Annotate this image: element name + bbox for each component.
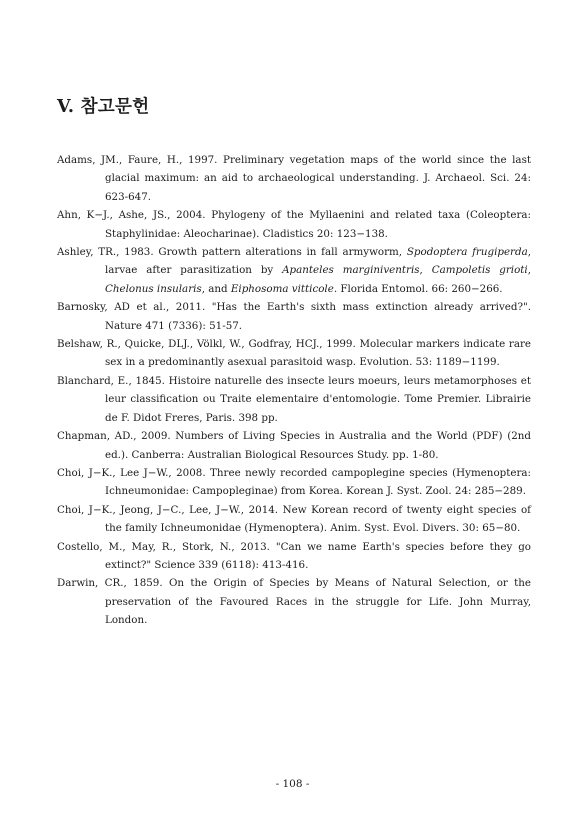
reference-text: , and [201,282,231,295]
reference-text: Costello, M., May, R., Stork, N., 2013. "Can we name Earth's species before they go extinct?" Science 339 (6118): 413-416. [57,540,531,571]
reference-costello [57,538,531,575]
reference-text: Choi, J−K., Lee J−W., 2008. Three newly recorded campoplegine species (Hymenoptera: Ichneumonidae: Campopleginae) from Korea. Korean J. Syst. Zool. 24: 285−289. [57,466,531,498]
reference-blanchard [57,372,531,427]
reference-text: Blanchard, E., 1845. Histoire naturelle des insecte leurs moeurs, leurs metamorphoses et leur classification ou Traite elementaire d'entomologie. Tome Premier. Librairie de F. Didot Freres, Paris. 398 pp. [57,374,531,424]
reference-adams [57,151,531,206]
reference-text: Darwin, CR., 1859. On the Origin of Species by Means of Natural Selection, or the preservation of the Favoured Races in the struggle for Life. John Murray, London. [57,577,531,627]
reference-choi-2014 [57,501,531,538]
species-name: Spodoptera frugiperda [406,246,528,259]
reference-choi-2008 [57,464,531,501]
reference-text: Ashley, TR., 1983. Growth pattern alterations in fall armyworm, [57,246,407,259]
reference-list [57,151,531,630]
reference-text: , [419,264,432,277]
page-number: - 108 - [275,778,310,790]
reference-text: Adams, JM., Faure, H., 1997. Preliminary vegetation maps of the world since the last glacial maximum: an aid to archaeological understanding. J. Archaeol. Sci. 24: 623-647. [57,154,531,203]
species-name: Chelonus insularis [105,282,202,295]
species-name: Eiphosoma vitticole [230,282,334,295]
reference-ashley [57,243,531,298]
reference-darwin [57,574,531,629]
reference-text: Choi, J−K., Jeong, J−C., Lee, J−W., 2014. New Korean record of twenty eight species of the family Ichneumonidae (Hymenoptera). Anim. Syst. Evol. Divers. 30: 65−80. [57,503,531,535]
species-name: Campoletis grioti [431,264,528,277]
species-name: Apanteles marginiventris [282,264,420,277]
reference-text: . Florida Entomol. 66: 260−266. [333,282,503,295]
reference-belshaw [57,335,531,372]
reference-text: , [527,264,532,277]
reference-chapman [57,427,531,464]
reference-barnosky [57,298,531,335]
reference-text: Belshaw, R., Quicke, DLJ., Völkl, W., Godfray, HCJ., 1999. Molecular markers indicate rare sex in a predominantly asexual parasitoid wasp. Evolution. 53: 1189−1199. [57,338,531,369]
section-title: V. 참고문헌 [57,97,150,117]
reference-text: Chapman, AD., 2009. Numbers of Living Species in Australia and the World (PDF) (2nd ed.). Canberra: Australian Biological Resources Study. pp. 1-80. [57,430,531,461]
reference-text: , larvae after parasitization by [105,246,531,277]
reference-text: Ahn, K−J., Ashe, JS., 2004. Phylogeny of the Myllaenini and related taxa (Coleoptera: Staphylinidae: Aleocharinae). Cladistics 20: 123−138. [57,209,531,240]
reference-text: Barnosky, AD et al., 2011. "Has the Earth's sixth mass extinction already arrived?". Nature 471 (7336): 51-57. [57,301,531,332]
reference-ahn [57,206,531,243]
